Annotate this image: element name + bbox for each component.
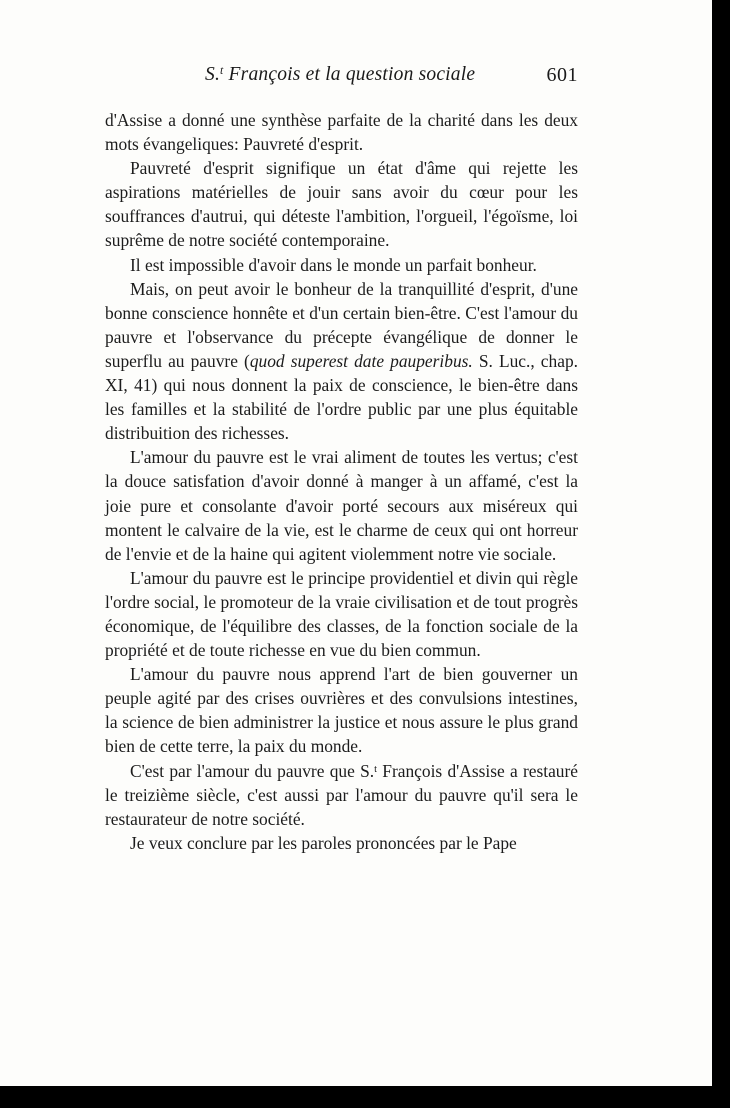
body-text [105, 108, 578, 855]
page-header [105, 64, 578, 94]
paragraph-text: S. Luc., chap. XI, 41) qui nous donnent la paix de conscience, le bien-être dans les familles et la stabilité de l'ordre public par une plus équitable distribuition des richesses. [105, 350, 578, 444]
paragraph [105, 277, 578, 446]
superscript: t [374, 763, 378, 775]
paragraph: Pauvreté d'esprit signifique un état d'âme qui rejette les aspirations matérielles de jouir sans avoir du cœur pour les souffrances d'autrui, qui déteste l'ambition, l'orgueil, l'égoïsme, loi suprême de notre société contemporaine. [105, 158, 578, 251]
running-title [205, 64, 475, 86]
paragraph: L'amour du pauvre est le principe providentiel et divin qui règle l'ordre social, le promoteur de la vraie civilisation et de tout progrès économique, de l'équilibre des classes, de la fonction sociale de la propriété et de toute richesse en vue du bien commun. [105, 567, 578, 661]
paragraph-text: Mais, on peut avoir le bonheur de la tranquillité d'esprit, d'une bonne conscience honnête et d'un certain bien-être. C'est l'amour du pauvre et l'observance du précepte évangélique de donner le superflu au pauvre ( [105, 278, 578, 371]
paragraph [105, 759, 578, 831]
paragraph-text: François d'Assise a restauré le treizième siècle, c'est aussi par l'amour du pauvre qu'il sera le restaurateur de notre société. [105, 760, 579, 829]
page-number: 601 [546, 64, 578, 86]
paragraph-text: C'est par l'amour du pauvre que S. [130, 760, 375, 781]
running-title-superscript: t [220, 64, 224, 78]
paragraph: Il est impossible d'avoir dans le monde un parfait bonheur. [130, 254, 537, 275]
running-title-abbrev: S. [205, 64, 221, 85]
latin-citation: quod superest date pauperibus. [249, 350, 473, 371]
scan-border-right [712, 0, 730, 1108]
paragraph: L'amour du pauvre est le vrai aliment de toutes les vertus; c'est la douce satisfation d'avoir donné à manger à un affamé, c'est la joie pure et consolante d'avoir porté secours aux miséreux qui montent le calvaire de la vie, est le charme de ceux qui ont horreur de l'envie et de la haine qui agitent violemment notre vie sociale. [105, 447, 578, 564]
paragraph: L'amour du pauvre nous apprend l'art de bien gouverner un peuple agité par des crises ouvrières et des convulsions intestines, la science de bien administrer la justice et nous assure le plus grand bien de cette terre, la paix du monde. [105, 664, 578, 757]
running-title-text: François et la question sociale [223, 64, 476, 85]
scan-border-bottom [0, 1086, 730, 1108]
paragraph: d'Assise a donné une synthèse parfaite de la charité dans les deux mots évangeliques: Pauvreté d'esprit. [105, 110, 578, 155]
paragraph: Je veux conclure par les paroles prononcées par le Pape [130, 832, 517, 853]
